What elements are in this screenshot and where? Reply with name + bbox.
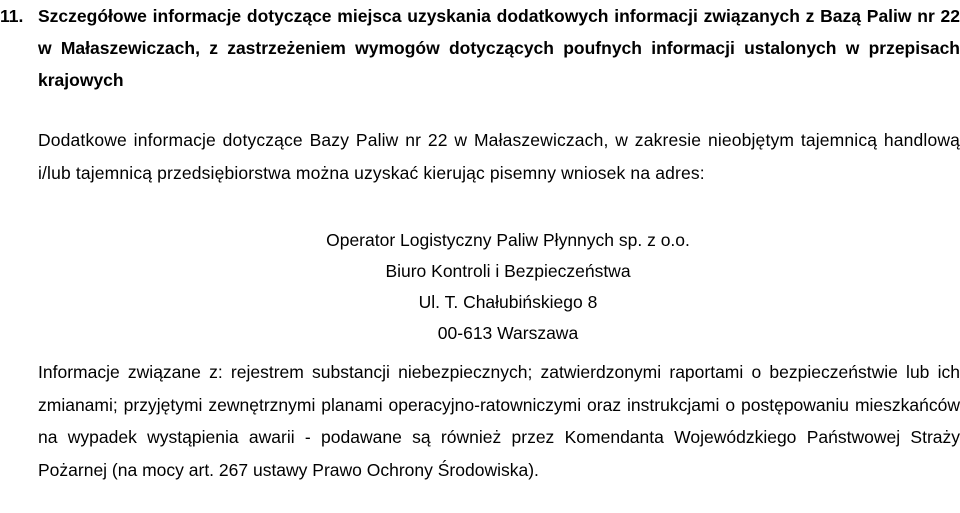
address-street: Ul. T. Chałubińskiego 8: [418, 292, 598, 312]
address-company: Operator Logistyczny Paliw Płynnych sp. z o.o.: [326, 230, 690, 250]
section-heading-text: Szczegółowe informacje dotyczące miejsca uzyskania dodatkowych informacji związanych z Bazą Paliw nr 22 w Małaszewiczach, z zastrzeżeniem wymogów dotyczących poufnych informacji ustalonych w przepisach krajowych: [38, 6, 960, 90]
intro-paragraph: Dodatkowe informacje dotyczące Bazy Paliw nr 22 w Małaszewiczach, w zakresie nieobjętym tajemnicą handlową i/lub tajemnicą przedsiębiorstwa można uzyskać kierując pisemny wniosek na adres:: [38, 130, 960, 183]
section-number: 11.: [0, 6, 24, 26]
address-city: 00-613 Warszawa: [437, 323, 579, 343]
address-department: Biuro Kontroli i Bezpieczeństwa: [385, 261, 631, 281]
note-paragraph: Informacje związane z: rejestrem substancji niebezpiecznych; zatwierdzonymi raportami o bezpieczeństwie lub ich zmianami; przyjętymi zewnętrznymi planami operacyjno-ratowniczymi oraz instrukcjami o postępowaniu mieszkańców na wypadek wystąpienia awarii - podawane są również przez Komendanta Wojewódzkiego Państwowej Straży Pożarnej (na mocy art. 267 ustawy Prawo Ochrony Środowiska).: [38, 362, 960, 480]
address-block: [38, 225, 960, 349]
section-heading: [0, 0, 960, 96]
